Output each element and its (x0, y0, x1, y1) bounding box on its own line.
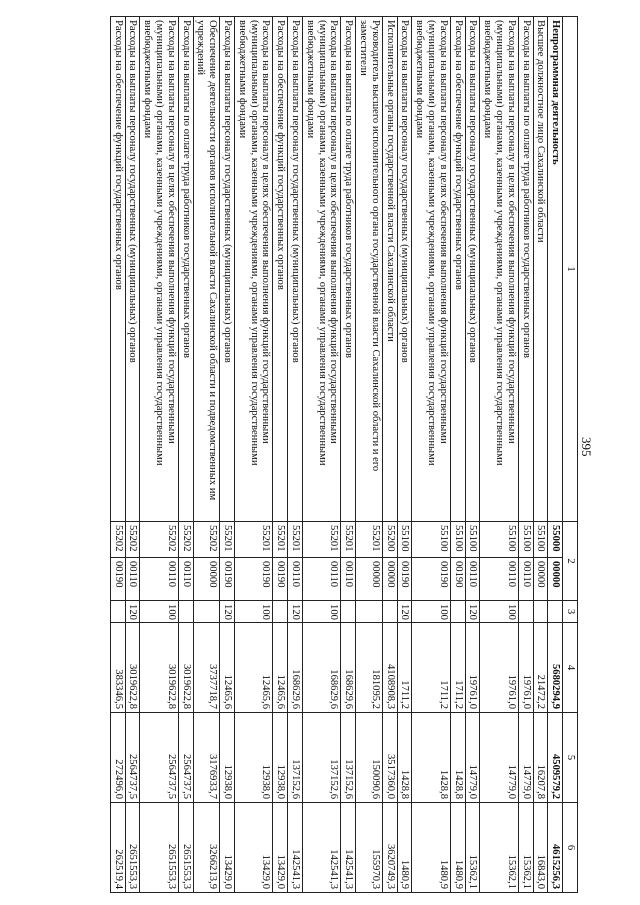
row-description: Расходы на выплаты персоналу в целях обеспечения выполнения функций государственными (муниципальными) органами, казенными учреждениями, органами управления государственными внебюджетными фондами (303, 17, 341, 522)
row-code-direction: 00190 (397, 558, 412, 601)
row-code-direction: 00190 (450, 558, 465, 601)
row-description: Расходы на выплаты персоналу в целях обеспечения выполнения функций государственными (муниципальными) органами, казенными учреждениями, органами управления государственными внебюджетными фондами (235, 17, 273, 522)
row-value-year-3: 16843,0 (533, 803, 548, 893)
row-value-year-2: 1428,8 (450, 713, 465, 803)
table-row (480, 17, 518, 893)
row-value-year-3: 2651553,3 (125, 803, 140, 893)
row-description: Руководитель высшего исполнительного органа государственной власти Сахалинской области и его заместители (356, 17, 383, 522)
row-value-year-1: 19761,0 (480, 623, 518, 713)
row-value-year-2: 2564737,5 (178, 713, 193, 803)
row-description: Расходы на выплаты персоналу государственных (муниципальных) органов (220, 17, 235, 522)
row-value-year-2: 12938,0 (235, 713, 273, 803)
row-code-expense-type: 100 (480, 601, 518, 623)
row-code-direction: 00190 (412, 558, 450, 601)
row-value-year-3: 15362,1 (480, 803, 518, 893)
row-value-year-2: 3517360,0 (382, 713, 397, 803)
row-description: Расходы на обеспечение функций государственных органов (110, 17, 125, 522)
table-row (356, 17, 383, 893)
row-code-program: 55201 (356, 522, 383, 558)
table-row (140, 17, 178, 893)
row-value-year-2: 272496,0 (110, 713, 125, 803)
row-description: Исполнительные органы государственной власти Сахалинской области (382, 17, 397, 522)
row-code-direction: 00110 (178, 558, 193, 601)
table-row (110, 17, 125, 893)
row-code-program: 55100 (480, 522, 518, 558)
row-value-year-1: 19761,0 (518, 623, 533, 713)
row-value-year-1: 168629,6 (303, 623, 341, 713)
table-row (273, 17, 288, 893)
row-description: Расходы на выплаты по оплате труда работников государственных органов (341, 17, 356, 522)
row-code-expense-type: 100 (412, 601, 450, 623)
table-header-row (563, 17, 578, 893)
row-code-program: 55202 (140, 522, 178, 558)
row-code-expense-type (518, 601, 533, 623)
header-value-year-3: 6 (563, 803, 578, 893)
row-value-year-2: 2564737,5 (140, 713, 178, 803)
table-row (450, 17, 465, 893)
row-description: Непрограммная деятельность (548, 17, 563, 522)
row-description: Расходы на выплаты персоналу государственных (муниципальных) органов (465, 17, 480, 522)
row-value-year-3: 3266213,9 (193, 803, 220, 893)
table-row (125, 17, 140, 893)
table-row (397, 17, 412, 893)
row-value-year-2: 150090,6 (356, 713, 383, 803)
header-target-code: 2 (563, 522, 578, 601)
table-row (288, 17, 303, 893)
row-value-year-3: 2651553,3 (178, 803, 193, 893)
row-code-expense-type: 120 (125, 601, 140, 623)
row-value-year-3: 3620749,3 (382, 803, 397, 893)
row-code-program: 55200 (382, 522, 397, 558)
row-code-direction: 00110 (518, 558, 533, 601)
row-code-expense-type (273, 601, 288, 623)
table-row (533, 17, 548, 893)
row-code-program: 55000 (548, 522, 563, 558)
row-code-program: 55201 (303, 522, 341, 558)
row-code-expense-type (548, 601, 563, 623)
row-description: Расходы на выплаты по оплате труда работников государственных органов (178, 17, 193, 522)
row-description: Обеспечение деятельности органов исполнительной власти Сахалинской области и подведомственных им учреждений (193, 17, 220, 522)
header-value-year-1: 4 (563, 623, 578, 713)
row-code-program: 55100 (412, 522, 450, 558)
row-code-expense-type: 100 (140, 601, 178, 623)
row-value-year-3: 13429,0 (235, 803, 273, 893)
row-code-direction: 00110 (140, 558, 178, 601)
row-value-year-3: 1480,9 (412, 803, 450, 893)
row-value-year-3: 15362,1 (518, 803, 533, 893)
row-description: Расходы на выплаты персоналу государственных (муниципальных) органов (288, 17, 303, 522)
header-expense-type: 3 (563, 601, 578, 623)
row-value-year-1: 3019622,8 (178, 623, 193, 713)
row-code-expense-type (341, 601, 356, 623)
row-value-year-1: 19761,0 (465, 623, 480, 713)
header-value-year-2: 5 (563, 713, 578, 803)
row-value-year-3: 142541,3 (341, 803, 356, 893)
row-value-year-1: 12465,6 (235, 623, 273, 713)
row-description: Высшее должностное лицо Сахалинской области (533, 17, 548, 522)
row-value-year-2: 2564737,5 (125, 713, 140, 803)
table-row (220, 17, 235, 893)
row-code-direction: 00000 (193, 558, 220, 601)
row-code-direction: 00110 (125, 558, 140, 601)
row-value-year-3: 1480,9 (397, 803, 412, 893)
table-row (518, 17, 533, 893)
row-code-expense-type (450, 601, 465, 623)
row-value-year-3: 142541,3 (303, 803, 341, 893)
table-row (303, 17, 341, 893)
row-value-year-1: 1711,2 (412, 623, 450, 713)
row-value-year-3: 155970,3 (356, 803, 383, 893)
row-description: Расходы на обеспечение функций государственных органов (273, 17, 288, 522)
row-value-year-2: 3176933,7 (193, 713, 220, 803)
table-row (412, 17, 450, 893)
row-code-program: 55201 (273, 522, 288, 558)
row-code-program: 55202 (110, 522, 125, 558)
row-code-program: 55100 (533, 522, 548, 558)
row-value-year-2: 14779,0 (518, 713, 533, 803)
row-code-program: 55202 (125, 522, 140, 558)
row-code-direction: 00000 (356, 558, 383, 601)
row-description: Расходы на выплаты персоналу в целях обеспечения выполнения функций государственными (муниципальными) органами, казенными учреждениями, органами управления государственными внебюджетными фондами (412, 17, 450, 522)
row-value-year-2: 14779,0 (480, 713, 518, 803)
row-code-program: 55202 (178, 522, 193, 558)
row-code-expense-type (110, 601, 125, 623)
row-description: Расходы на выплаты персоналу в целях обеспечения выполнения функций государственными (муниципальными) органами, казенными учреждениями, органами управления государственными внебюджетными фондами (480, 17, 518, 522)
row-code-expense-type (533, 601, 548, 623)
row-value-year-3: 15362,1 (465, 803, 480, 893)
row-code-direction: 00110 (341, 558, 356, 601)
row-description: Расходы на выплаты персоналу в целях обеспечения выполнения функций государственными (муниципальными) органами, казенными учреждениями, органами управления государственными внебюджетными фондами (140, 17, 178, 522)
row-code-direction: 00110 (465, 558, 480, 601)
row-value-year-3: 2651553,3 (140, 803, 178, 893)
row-value-year-2: 4509579,2 (548, 713, 563, 803)
row-code-expense-type: 120 (465, 601, 480, 623)
row-code-program: 55201 (235, 522, 273, 558)
row-value-year-2: 137152,6 (341, 713, 356, 803)
row-value-year-3: 262519,4 (110, 803, 125, 893)
row-code-direction: 00110 (303, 558, 341, 601)
row-description: Расходы на обеспечение функций государственных органов (450, 17, 465, 522)
row-value-year-2: 137152,6 (303, 713, 341, 803)
row-code-program: 55201 (288, 522, 303, 558)
row-value-year-2: 12938,0 (273, 713, 288, 803)
row-value-year-3: 1480,9 (450, 803, 465, 893)
row-value-year-1: 383346,5 (110, 623, 125, 713)
row-code-expense-type (382, 601, 397, 623)
row-value-year-2: 16207,8 (533, 713, 548, 803)
row-code-program: 55100 (518, 522, 533, 558)
table-row (178, 17, 193, 893)
row-code-expense-type: 120 (288, 601, 303, 623)
row-value-year-1: 168629,6 (288, 623, 303, 713)
row-value-year-1: 12465,6 (273, 623, 288, 713)
row-code-direction: 00000 (382, 558, 397, 601)
table-row (465, 17, 480, 893)
row-value-year-1: 3019622,8 (140, 623, 178, 713)
row-value-year-2: 137152,6 (288, 713, 303, 803)
row-value-year-2: 12938,0 (220, 713, 235, 803)
row-value-year-2: 1428,8 (397, 713, 412, 803)
table-row (382, 17, 397, 893)
row-code-expense-type (193, 601, 220, 623)
table-row (548, 17, 563, 893)
budget-table (110, 16, 578, 893)
row-value-year-1: 1711,2 (397, 623, 412, 713)
row-code-direction: 00190 (235, 558, 273, 601)
row-value-year-3: 13429,0 (273, 803, 288, 893)
row-value-year-1: 5680294,9 (548, 623, 563, 713)
row-code-direction: 00190 (273, 558, 288, 601)
row-description: Расходы на выплаты по оплате труда работников государственных органов (518, 17, 533, 522)
row-code-expense-type (356, 601, 383, 623)
row-code-direction: 00110 (480, 558, 518, 601)
table-row (193, 17, 220, 893)
row-code-direction: 00000 (533, 558, 548, 601)
row-value-year-1: 3737718,7 (193, 623, 220, 713)
row-code-program: 55100 (397, 522, 412, 558)
row-code-program: 55201 (341, 522, 356, 558)
row-value-year-1: 12465,6 (220, 623, 235, 713)
row-value-year-2: 14779,0 (465, 713, 480, 803)
row-value-year-1: 21472,2 (533, 623, 548, 713)
row-value-year-3: 142541,3 (288, 803, 303, 893)
row-code-expense-type: 100 (303, 601, 341, 623)
row-code-program: 55100 (465, 522, 480, 558)
row-code-expense-type (178, 601, 193, 623)
page-number: 395 (579, 437, 594, 457)
row-code-program: 55201 (220, 522, 235, 558)
header-description: 1 (563, 17, 578, 522)
row-description: Расходы на выплаты персоналу государственных (муниципальных) органов (397, 17, 412, 522)
row-code-expense-type: 100 (235, 601, 273, 623)
table-row (235, 17, 273, 893)
row-code-direction: 00110 (288, 558, 303, 601)
budget-table-container (110, 16, 578, 892)
row-code-program: 55202 (193, 522, 220, 558)
row-value-year-2: 1428,8 (412, 713, 450, 803)
row-code-program: 55100 (450, 522, 465, 558)
row-code-direction: 00190 (110, 558, 125, 601)
row-value-year-3: 4615256,3 (548, 803, 563, 893)
row-code-direction: 00000 (548, 558, 563, 601)
row-value-year-1: 1711,2 (450, 623, 465, 713)
row-code-expense-type: 120 (220, 601, 235, 623)
row-value-year-1: 168629,6 (341, 623, 356, 713)
row-code-direction: 00190 (220, 558, 235, 601)
row-code-expense-type: 120 (397, 601, 412, 623)
row-value-year-1: 4108908,3 (382, 623, 397, 713)
row-description: Расходы на выплаты персоналу государственных (муниципальных) органов (125, 17, 140, 522)
row-value-year-3: 13429,0 (220, 803, 235, 893)
table-row (341, 17, 356, 893)
row-value-year-1: 3019622,8 (125, 623, 140, 713)
row-value-year-1: 181095,2 (356, 623, 383, 713)
